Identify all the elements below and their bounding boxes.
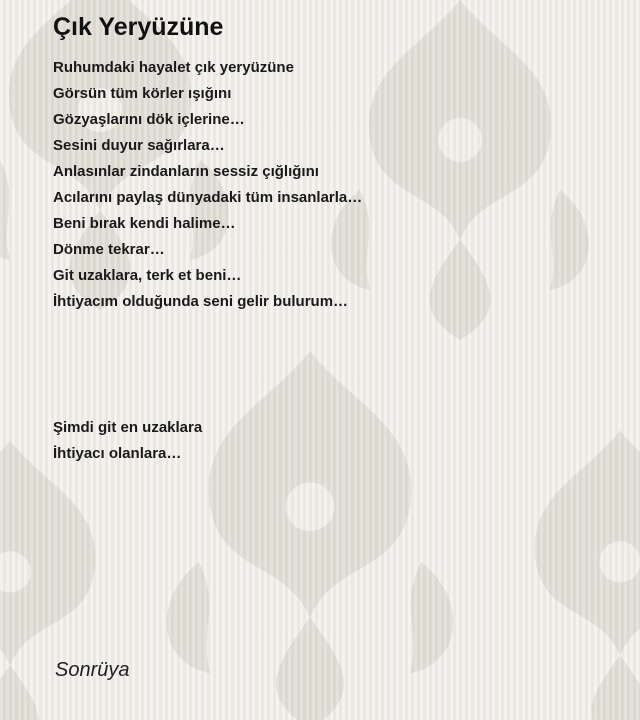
poem-line: Dönme tekrar… (53, 241, 165, 258)
poem-author: Sonrüya (55, 659, 130, 681)
poem-line: Şimdi git en uzaklara (53, 419, 203, 436)
poem-container (53, 12, 620, 467)
stanza-2 (53, 415, 620, 467)
poem-line: Görsün tüm körler ışığını (53, 85, 232, 102)
poem-title: Çık Yeryüzüne (53, 13, 224, 41)
poem-line: Anlasınlar zindanların sessiz çığlığını (53, 163, 319, 180)
poem-line: İhtiyacı olanlara… (53, 445, 182, 462)
poem-line: İhtiyacım olduğunda seni gelir bulurum… (53, 293, 349, 310)
poem-line: Gözyaşlarını dök içlerine… (53, 111, 245, 128)
poem-line: Beni bırak kendi halime… (53, 215, 236, 232)
poem-line: Sesini duyur sağırlara… (53, 137, 225, 154)
poem-line: Acılarını paylaş dünyadaki tüm insanlarla… (53, 189, 363, 206)
poem-line: Ruhumdaki hayalet çık yeryüzüne (53, 59, 294, 76)
poem-line: Git uzaklara, terk et beni… (53, 267, 242, 284)
stanza-1 (53, 55, 620, 315)
